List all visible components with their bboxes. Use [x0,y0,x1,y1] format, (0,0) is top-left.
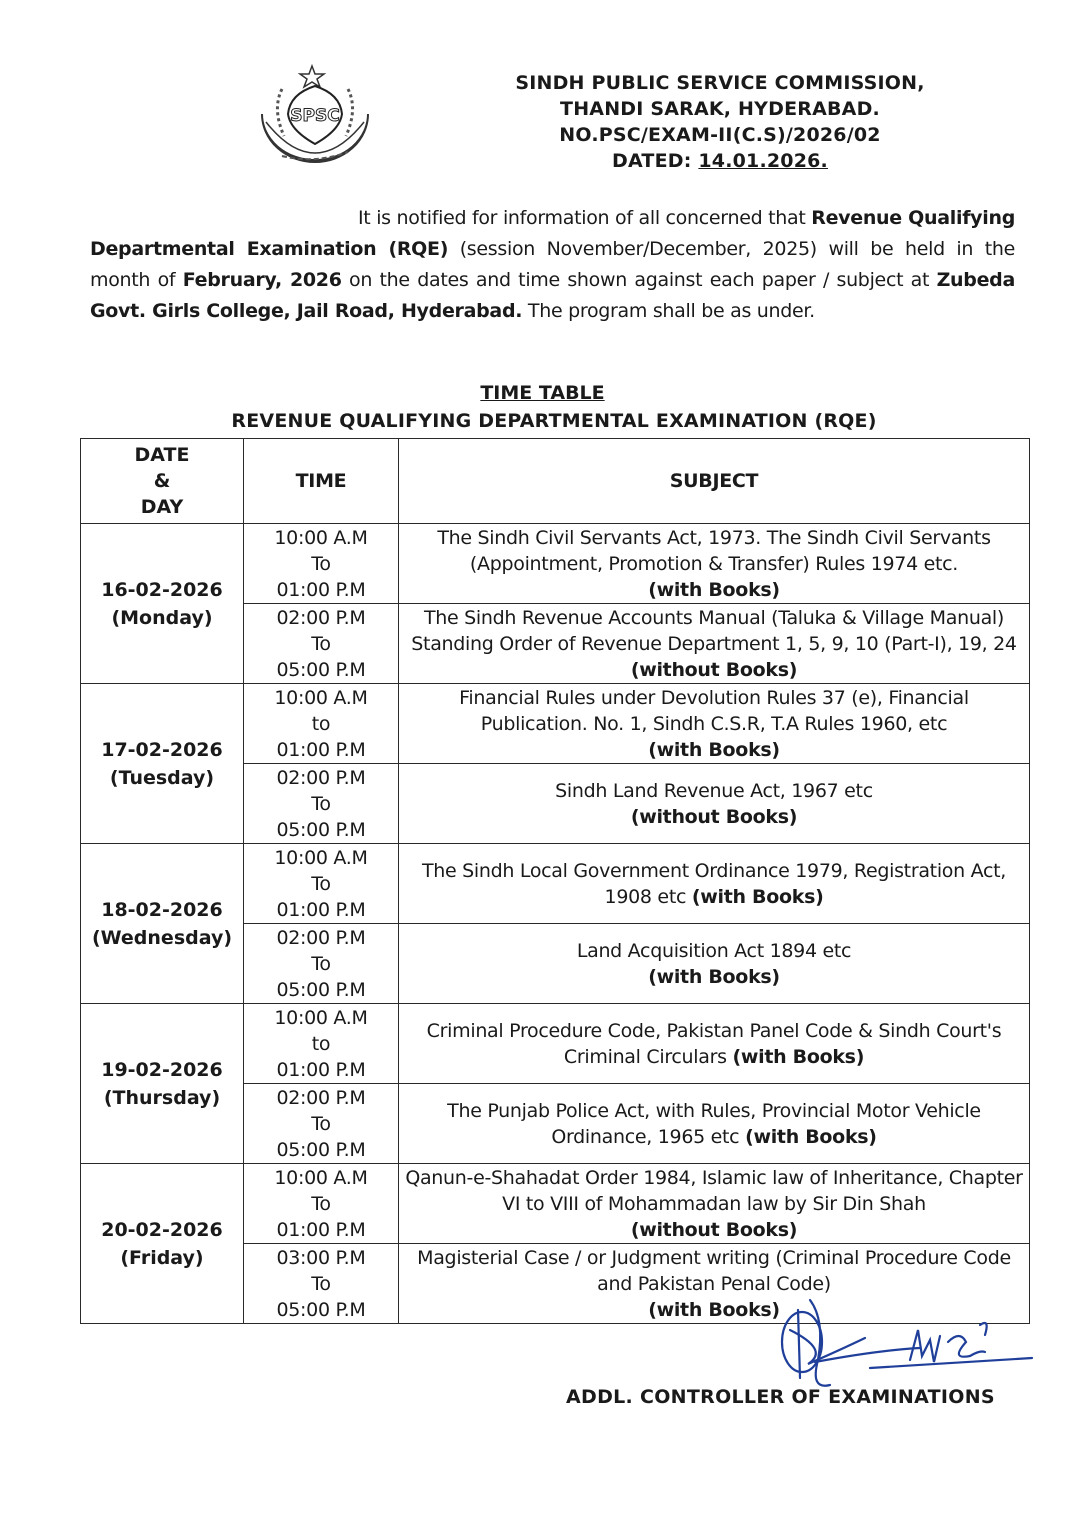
exam-time-cell [244,524,399,604]
books-policy: (with Books) [732,1045,865,1068]
logo-text: SPSC [290,106,340,126]
time-separator: To [311,792,331,815]
start-time: 02:00 P.M [276,926,366,949]
exam-time-cell [244,844,399,924]
exam-subject-cell [399,764,1030,844]
end-time: 05:00 P.M [276,658,366,681]
exam-date: 16-02-2026 [101,578,223,601]
books-policy: (without Books) [630,805,798,828]
table-header-row [81,439,1030,524]
start-time: 02:00 P.M [276,766,366,789]
exam-time-cell [244,1164,399,1244]
exam-time-cell [244,604,399,684]
exam-time-cell [244,1244,399,1324]
timetable-subtitle: REVENUE QUALIFYING DEPARTMENTAL EXAMINATION (RQE) [231,410,877,432]
time-separator: To [311,1192,331,1215]
exam-time-cell [244,924,399,1004]
dated-value: 14.01.2026. [698,150,828,172]
exam-day: (Tuesday) [109,766,215,789]
subject-text: The Punjab Police Act, with Rules, Provincial Motor Vehicle Ordinance, 1965 etc [447,1099,981,1148]
exam-time-cell [244,684,399,764]
intro-text: It is notified for information of all concerned that [358,207,812,229]
books-policy: (with Books) [648,1298,780,1321]
exam-day: (Wednesday) [91,926,233,949]
header-date: DATE [134,444,190,466]
table-row [81,524,1030,604]
books-policy: (without Books) [630,1218,798,1241]
subject-text: The Sindh Civil Servants Act, 1973. The Sindh Civil Servants (Appointment, Promotion & Transfer) Rules 1974 etc. [437,526,991,575]
end-time: 01:00 P.M [276,738,366,761]
exam-date: 18-02-2026 [101,898,223,921]
table-row [81,844,1030,924]
subject-text: Qanun-e-Shahadat Order 1984, Islamic law of Inheritance, Chapter VI to VIII of Mohammadan law by Sir Din Shah [405,1166,1023,1215]
spsc-emblem-icon [252,64,378,172]
exam-date: 17-02-2026 [101,738,223,761]
exam-subject-cell [399,1164,1030,1244]
end-time: 01:00 P.M [276,578,366,601]
time-separator: To [311,1112,331,1135]
org-address: THANDI SARAK, HYDERABAD. [560,98,880,120]
timetable-title-text: TIME TABLE [480,382,605,404]
header-date-day [81,439,244,524]
subject-text: Magisterial Case / or Judgment writing (Criminal Procedure Code and Pakistan Penal Code) [417,1246,1011,1295]
exam-date: 19-02-2026 [101,1058,223,1081]
end-time: 01:00 P.M [276,1218,366,1241]
exam-day: (Monday) [111,606,213,629]
time-separator: To [311,632,331,655]
exam-subject-cell [399,924,1030,1004]
intro-highlight: Revenue Qualifying Departmental Examination (RQE) [90,207,1015,260]
books-policy: (with Books) [745,1125,877,1148]
exam-date-cell [81,1004,244,1164]
time-separator: To [311,872,331,895]
intro-highlight: Zubeda Govt. Girls College, Jail Road, Hyderabad. [90,269,1015,322]
dated-line [440,148,1000,174]
exam-day: (Thursday) [103,1086,221,1109]
time-separator: to [311,712,331,735]
subject-text: The Sindh Local Government Ordinance 1979, Registration Act, 1908 etc [421,859,1007,908]
time-separator: To [311,952,331,975]
start-time: 10:00 A.M [274,686,368,709]
time-separator: To [311,552,331,575]
time-separator: to [311,1032,331,1055]
subject-text: Sindh Land Revenue Act, 1967 etc [555,779,873,802]
exam-time-cell [244,1004,399,1084]
header-ampersand: & [153,470,171,492]
exam-subject-cell [399,1084,1030,1164]
exam-time-cell [244,1084,399,1164]
end-time: 05:00 P.M [276,818,366,841]
exam-subject-cell [399,844,1030,924]
header-time: TIME [244,439,399,524]
start-time: 02:00 P.M [276,606,366,629]
exam-time-cell [244,764,399,844]
dated-label: DATED: [612,150,692,172]
exam-subject-cell [399,684,1030,764]
exam-date-cell [81,1164,244,1324]
exam-day: (Friday) [120,1246,204,1269]
letterhead [440,70,1000,174]
intro-text: on the dates and time shown against each paper / subject at [341,269,937,291]
header-day: DAY [140,496,184,518]
end-time: 05:00 P.M [276,1298,366,1321]
books-policy: (with Books) [648,738,780,761]
subject-text: Criminal Procedure Code, Pakistan Panel Code & Sindh Court's Criminal Circulars [426,1019,1002,1068]
intro-text: The program shall be as under. [522,300,815,322]
start-time: 02:00 P.M [276,1086,366,1109]
exam-date-cell [81,524,244,684]
exam-subject-cell [399,1004,1030,1084]
time-separator: To [311,1272,331,1295]
notification-paragraph [90,203,1015,327]
handwritten-signature-icon [770,1290,1040,1400]
table-row [81,1164,1030,1244]
header-subject: SUBJECT [399,439,1030,524]
subject-text: Land Acquisition Act 1894 etc [576,939,852,962]
end-time: 01:00 P.M [276,1058,366,1081]
exam-date-cell [81,844,244,1004]
start-time: 10:00 A.M [274,1166,368,1189]
exam-subject-cell [399,604,1030,684]
intro-highlight: February, 2026 [182,269,342,291]
books-policy: (with Books) [648,578,780,601]
org-name: SINDH PUBLIC SERVICE COMMISSION, [515,72,925,94]
signatory-title: ADDL. CONTROLLER OF EXAMINATIONS [566,1386,995,1408]
books-policy: (with Books) [648,965,780,988]
subject-text: Financial Rules under Devolution Rules 37 (e), Financial Publication. No. 1, Sindh C.S.R, T.A Rules 1960, etc [459,686,969,735]
table-row [81,1004,1030,1084]
end-time: 05:00 P.M [276,978,366,1001]
exam-subject-cell [399,524,1030,604]
books-policy: (with Books) [691,885,824,908]
end-time: 01:00 P.M [276,898,366,921]
timetable [80,438,1030,1324]
timetable-title [0,382,1085,404]
table-row [81,684,1030,764]
books-policy: (without Books) [630,658,798,681]
reference-number: NO.PSC/EXAM-II(C.S)/2026/02 [559,124,881,146]
subject-text: The Sindh Revenue Accounts Manual (Taluka & Village Manual) Standing Order of Revenue Department 1, 5, 9, 10 (Part-I), 19, 24 [411,606,1017,655]
start-time: 10:00 A.M [274,1006,368,1029]
intro-text: (session November/December, 2025) will be held in the month of [90,238,1016,291]
exam-date-cell [81,684,244,844]
end-time: 05:00 P.M [276,1138,366,1161]
exam-date: 20-02-2026 [101,1218,223,1241]
start-time: 10:00 A.M [274,526,368,549]
start-time: 10:00 A.M [274,846,368,869]
start-time: 03:00 P.M [276,1246,366,1269]
